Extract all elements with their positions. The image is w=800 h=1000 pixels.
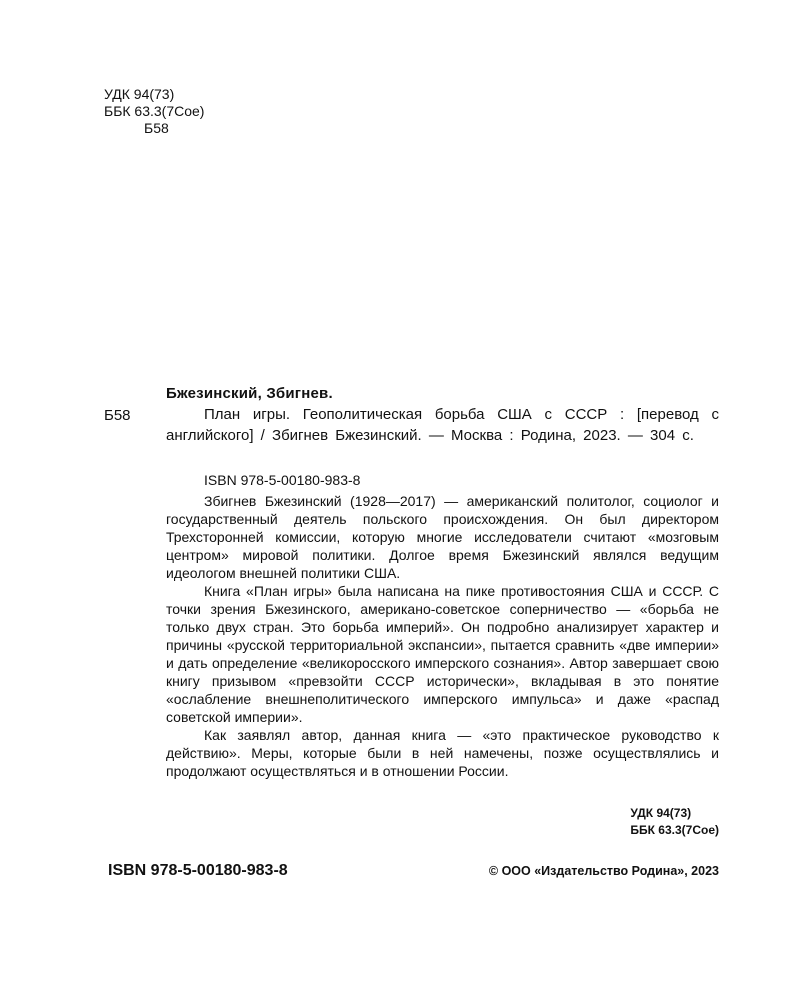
copyright: © ООО «Издательство Родина», 2023 xyxy=(488,864,719,878)
author-mark: Б58 xyxy=(144,120,169,136)
annotation xyxy=(166,492,719,780)
annotation-paragraph: Книга «План игры» была написана на пике противостояния США и СССР. С точки зрения Бжезинского, американо-советское соперничество — «борьба не только двух стран. Это борьба империй». Он подробно анализирует характер и причины «русской территориальной экспансии», пытается сравнить «две империи» и дать определение «великоросского имперского сознания». Автор завершает свою книгу призывом «превзойти СССР исторически», вкладывая в это понятие «ослабление внешнеполитического имперского импульса» и даже «распад советской империи». xyxy=(166,583,719,725)
bbk-code-bottom: ББК 63.3(7Сое) xyxy=(630,823,719,837)
isbn-line: ISBN 978-5-00180-983-8 xyxy=(204,472,361,488)
bibliographic-title: План игры. Геополитическая борьба США с СССР : [перевод с английского] / Збигнев Бжезинский. — Москва : Родина, 2023. — 304 с. xyxy=(166,406,719,444)
udk-code: УДК 94(73) xyxy=(104,86,175,102)
author-heading: Бжезинский, Збигнев. xyxy=(166,385,333,402)
classification-bottom xyxy=(630,805,719,839)
udk-code-bottom: УДК 94(73) xyxy=(630,806,692,820)
author-mark-side: Б58 xyxy=(104,407,131,424)
isbn-footer: ISBN 978-5-00180-983-8 xyxy=(108,862,288,879)
annotation-paragraph: Збигнев Бжезинский (1928—2017) — американский политолог, социолог и государственный деятель польского происхождения. Он был директором Трехсторонней комиссии, которую многие исследователи считают «мозговым центром» мировой политики. Долгое время Бжезинский являлся ведущим идеологом внешней политики США. xyxy=(166,493,719,581)
classification-block xyxy=(104,86,204,137)
bbk-code: ББК 63.3(7Сое) xyxy=(104,103,205,119)
annotation-paragraph: Как заявлял автор, данная книга — «это практическое руководство к действию». Меры, которые были в ней намечены, позже осуществлялись и продолжают осуществляться и в отношении России. xyxy=(166,727,719,779)
bibliographic-description xyxy=(166,405,719,446)
